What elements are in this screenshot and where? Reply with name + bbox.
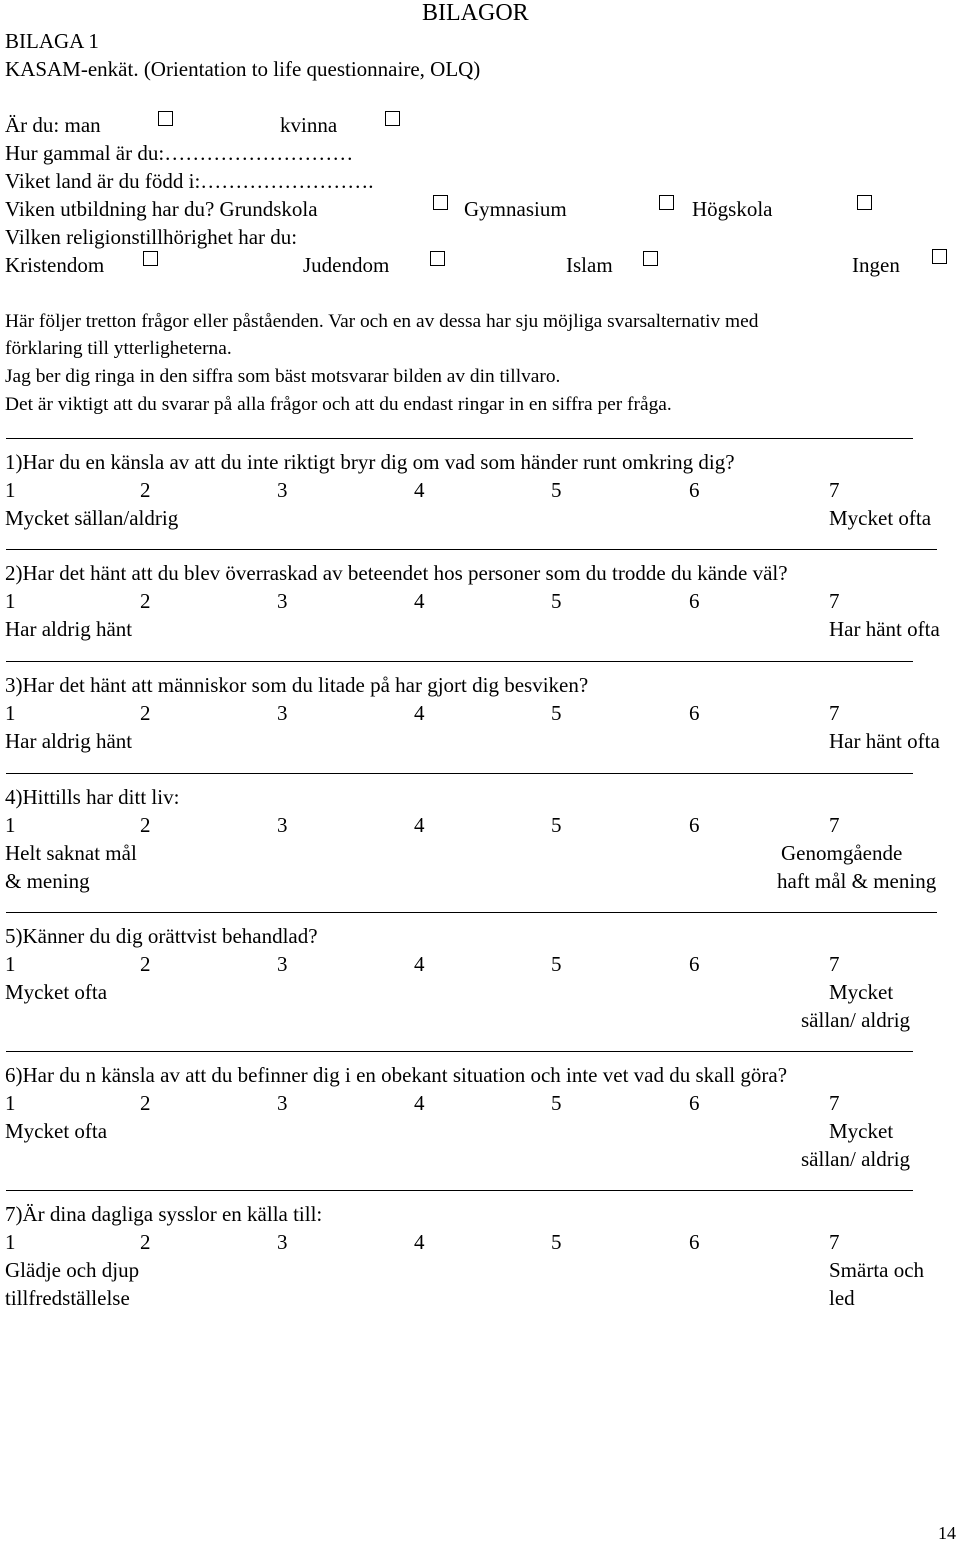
- instructions-line-3: Jag ber dig ringa in den siffra som bäst motsvarar bilden av din tillvaro.: [5, 366, 561, 387]
- document-title: BILAGOR: [422, 0, 529, 26]
- religion-judendom-checkbox[interactable]: [430, 251, 445, 266]
- page-number: 14: [938, 1523, 956, 1543]
- scale-low-anchor: Har aldrig hänt: [5, 617, 133, 641]
- question-divider: [6, 661, 913, 662]
- country-label: Viket land är du född i:…………………….: [5, 169, 374, 193]
- question-divider: [6, 1190, 913, 1191]
- scale-option-3[interactable]: 3: [277, 589, 288, 613]
- scale-option-6[interactable]: 6: [689, 1230, 700, 1254]
- question-divider: [6, 438, 913, 439]
- education-option-gymnasium: Gymnasium: [464, 197, 567, 221]
- scale-high-anchor: Har hänt ofta: [829, 617, 940, 641]
- gender-male-checkbox[interactable]: [158, 111, 173, 126]
- scale-option-4[interactable]: 4: [414, 701, 425, 725]
- scale-option-4[interactable]: 4: [414, 1230, 425, 1254]
- scale-option-3[interactable]: 3: [277, 701, 288, 725]
- scale-option-4[interactable]: 4: [414, 1091, 425, 1115]
- scale-low-anchor: Glädje och djup: [5, 1258, 140, 1282]
- scale-low-anchor: Helt saknat mål: [5, 841, 137, 865]
- scale-option-7[interactable]: 7: [829, 1091, 840, 1115]
- question-divider: [6, 1051, 913, 1052]
- scale-option-1[interactable]: 1: [5, 478, 16, 502]
- scale-option-3[interactable]: 3: [277, 478, 288, 502]
- scale-option-3[interactable]: 3: [277, 1230, 288, 1254]
- scale-option-1[interactable]: 1: [5, 1230, 16, 1254]
- scale-option-5[interactable]: 5: [551, 952, 562, 976]
- scale-option-6[interactable]: 6: [689, 952, 700, 976]
- education-label: Viken utbildning har du? Grundskola: [5, 197, 318, 221]
- scale-option-5[interactable]: 5: [551, 701, 562, 725]
- religion-option-ingen: Ingen: [852, 253, 900, 277]
- instructions-line-2: förklaring till ytterligheterna.: [5, 338, 232, 359]
- question-text: 5)Känner du dig orättvist behandlad?: [5, 924, 318, 948]
- education-grundskola-checkbox[interactable]: [433, 195, 448, 210]
- religion-label: Vilken religionstillhörighet har du:: [5, 225, 298, 249]
- scale-option-2[interactable]: 2: [140, 1091, 151, 1115]
- question-text: 7)Är dina dagliga sysslor en källa till:: [5, 1202, 323, 1226]
- scale-option-7[interactable]: 7: [829, 813, 840, 837]
- scale-option-2[interactable]: 2: [140, 589, 151, 613]
- gender-female-checkbox[interactable]: [385, 111, 400, 126]
- gender-label: Är du: man: [5, 113, 101, 137]
- scale-option-2[interactable]: 2: [140, 478, 151, 502]
- instructions-line-1: Här följer tretton frågor eller påståenden. Var och en av dessa har sju möjliga svarsalternativ med: [5, 311, 759, 332]
- scale-option-6[interactable]: 6: [689, 701, 700, 725]
- scale-option-1[interactable]: 1: [5, 589, 16, 613]
- scale-high-anchor: sällan/ aldrig: [801, 1147, 911, 1171]
- scale-option-1[interactable]: 1: [5, 952, 16, 976]
- scale-high-anchor: Mycket: [829, 980, 894, 1004]
- question-divider: [6, 773, 913, 774]
- scale-high-anchor: Smärta och: [829, 1258, 925, 1282]
- scale-high-anchor: haft mål & mening: [777, 869, 937, 893]
- scale-option-7[interactable]: 7: [829, 589, 840, 613]
- religion-option-islam: Islam: [566, 253, 613, 277]
- education-gymnasium-checkbox[interactable]: [659, 195, 674, 210]
- scale-low-anchor: Mycket ofta: [5, 1119, 108, 1143]
- scale-option-5[interactable]: 5: [551, 1230, 562, 1254]
- question-text: 4)Hittills har ditt liv:: [5, 785, 180, 809]
- religion-ingen-checkbox[interactable]: [932, 249, 947, 264]
- scale-option-3[interactable]: 3: [277, 952, 288, 976]
- scale-high-anchor: Mycket ofta: [829, 506, 932, 530]
- scale-option-6[interactable]: 6: [689, 589, 700, 613]
- scale-option-2[interactable]: 2: [140, 1230, 151, 1254]
- question-text: 2)Har det hänt att du blev överraskad av beteendet hos personer som du trodde du kände väl?: [5, 561, 788, 585]
- scale-low-anchor: Har aldrig hänt: [5, 729, 133, 753]
- scale-high-anchor: sällan/ aldrig: [801, 1008, 911, 1032]
- age-label: Hur gammal är du:………………………: [5, 141, 354, 165]
- scale-option-4[interactable]: 4: [414, 813, 425, 837]
- scale-option-4[interactable]: 4: [414, 478, 425, 502]
- scale-option-5[interactable]: 5: [551, 478, 562, 502]
- gender-female-label: kvinna: [280, 113, 338, 137]
- scale-option-3[interactable]: 3: [277, 813, 288, 837]
- scale-option-6[interactable]: 6: [689, 1091, 700, 1115]
- scale-high-anchor: Har hänt ofta: [829, 729, 940, 753]
- scale-high-anchor: Mycket: [829, 1119, 894, 1143]
- scale-option-5[interactable]: 5: [551, 1091, 562, 1115]
- scale-option-7[interactable]: 7: [829, 701, 840, 725]
- scale-option-6[interactable]: 6: [689, 478, 700, 502]
- education-hogskola-checkbox[interactable]: [857, 195, 872, 210]
- scale-option-5[interactable]: 5: [551, 589, 562, 613]
- question-divider: [6, 912, 937, 913]
- question-divider: [6, 549, 937, 550]
- religion-option-kristendom: Kristendom: [5, 253, 105, 277]
- scale-option-7[interactable]: 7: [829, 952, 840, 976]
- scale-option-2[interactable]: 2: [140, 813, 151, 837]
- question-text: 1)Har du en känsla av att du inte riktigt bryr dig om vad som händer runt omkring dig?: [5, 450, 735, 474]
- scale-option-1[interactable]: 1: [5, 701, 16, 725]
- question-text: 6)Har du n känsla av att du befinner dig i en obekant situation och inte vet vad du skall göra?: [5, 1063, 788, 1087]
- appendix-label: BILAGA 1: [5, 29, 99, 53]
- scale-low-anchor: Mycket ofta: [5, 980, 108, 1004]
- instructions-line-4: Det är viktigt att du svarar på alla frågor och att du endast ringar in en siffra per fråga.: [5, 394, 672, 415]
- scale-high-anchor: led: [829, 1286, 855, 1310]
- scale-option-7[interactable]: 7: [829, 478, 840, 502]
- scale-option-5[interactable]: 5: [551, 813, 562, 837]
- survey-name: KASAM-enkät. (Orientation to life questionnaire, OLQ): [5, 57, 481, 81]
- question-text: 3)Har det hänt att människor som du litade på har gjort dig besviken?: [5, 673, 589, 697]
- scale-option-3[interactable]: 3: [277, 1091, 288, 1115]
- scale-low-anchor: tillfredställelse: [5, 1286, 130, 1310]
- scale-option-2[interactable]: 2: [140, 952, 151, 976]
- scale-low-anchor: Mycket sällan/aldrig: [5, 506, 179, 530]
- education-option-hogskola: Högskola: [692, 197, 773, 221]
- scale-low-anchor: & mening: [5, 869, 90, 893]
- scale-option-2[interactable]: 2: [140, 701, 151, 725]
- scale-option-6[interactable]: 6: [689, 813, 700, 837]
- scale-option-7[interactable]: 7: [829, 1230, 840, 1254]
- scale-option-1[interactable]: 1: [5, 813, 16, 837]
- religion-option-judendom: Judendom: [303, 253, 390, 277]
- religion-islam-checkbox[interactable]: [643, 251, 658, 266]
- religion-kristendom-checkbox[interactable]: [143, 251, 158, 266]
- scale-option-4[interactable]: 4: [414, 589, 425, 613]
- scale-option-1[interactable]: 1: [5, 1091, 16, 1115]
- scale-high-anchor: Genomgående: [781, 841, 903, 865]
- scale-option-4[interactable]: 4: [414, 952, 425, 976]
